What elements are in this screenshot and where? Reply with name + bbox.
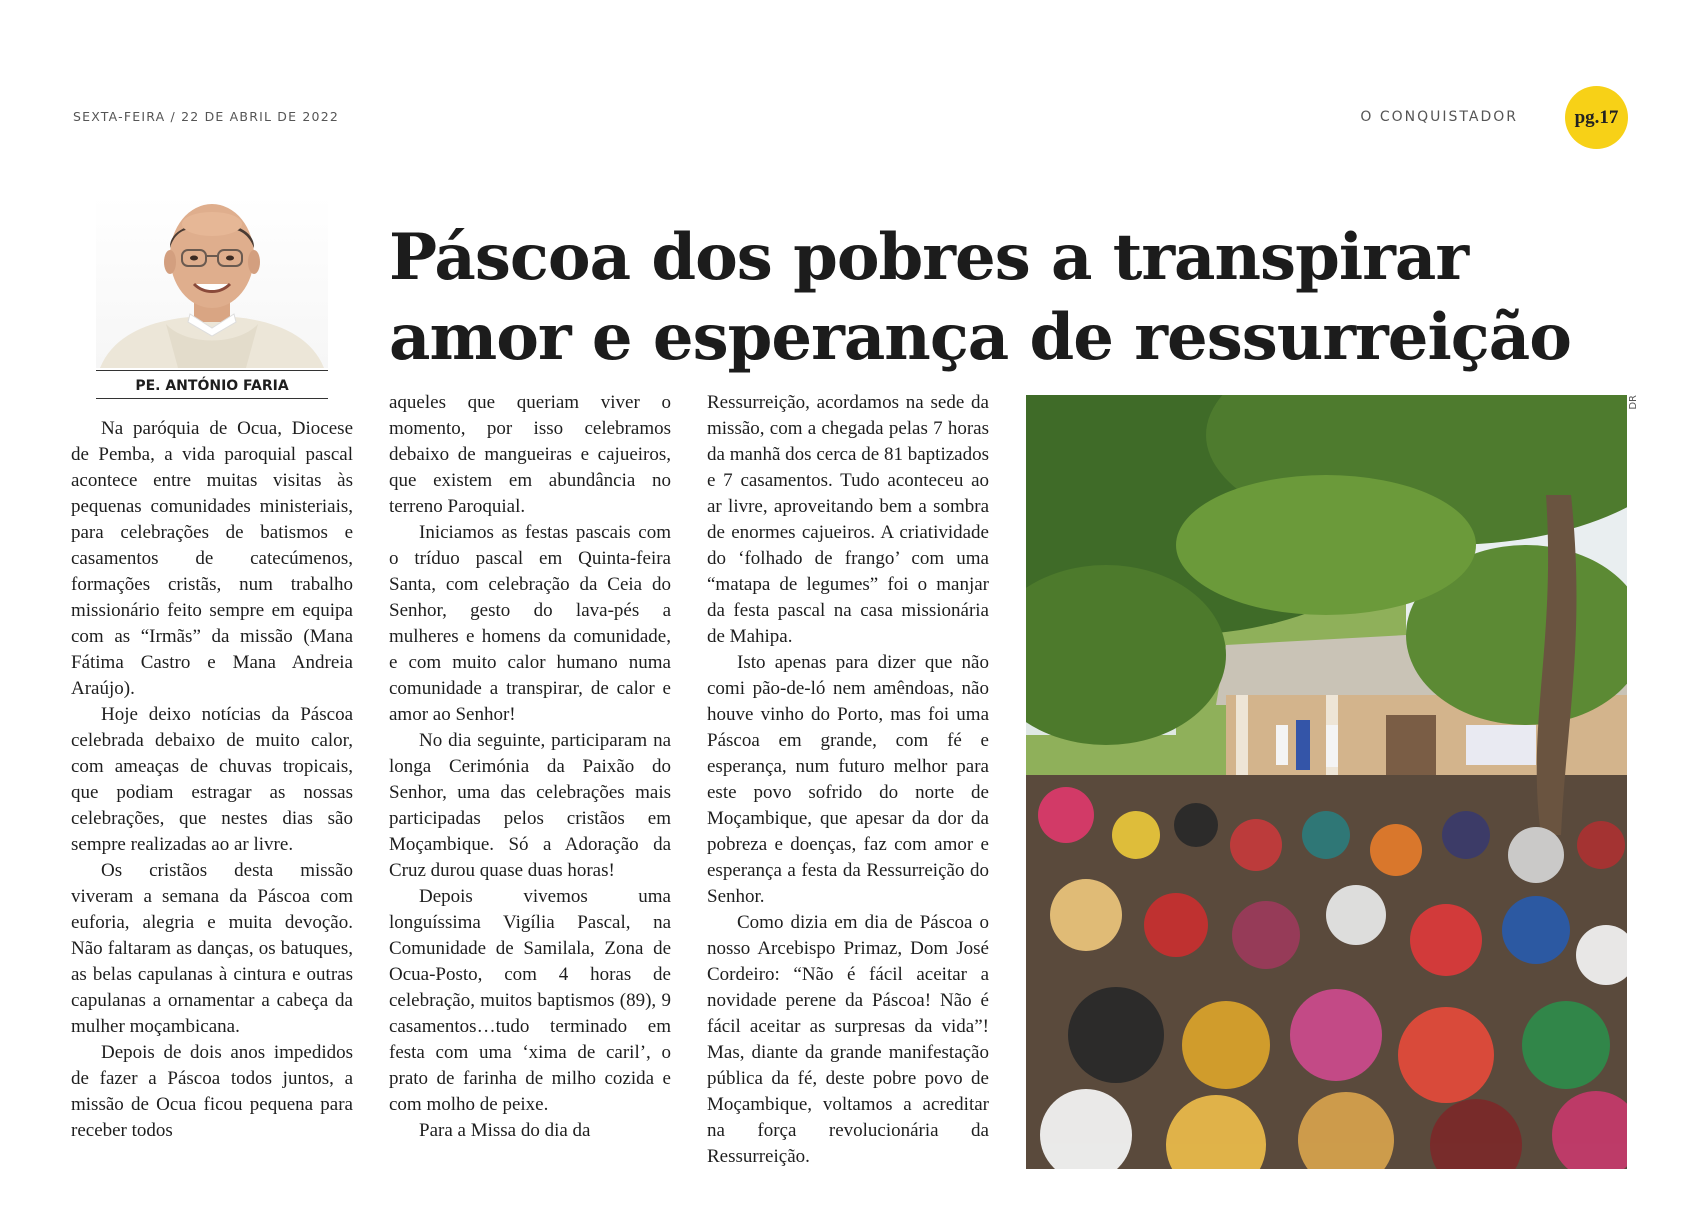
article-paragraph: Para a Missa do dia da bbox=[419, 1120, 591, 1141]
page-number: pg.17 bbox=[1574, 106, 1619, 128]
article-paragraph: Como dizia em dia de Páscoa o nosso Arcebispo Primaz, Dom José Cordeiro: “Não é fácil aceitar a novidade perene da Páscoa! Não é fácil aceitar as surpresas da vida”! Mas, diante da grande manifestação pública da fé, deste pobre povo de Moçambique, voltamos a acreditar na força revolucionária da Ressurreição. bbox=[707, 912, 989, 1167]
article-paragraph: Depois vivemos uma longuíssima Vigília Pascal, na Comunidade de Samilala, Zona de Ocua-Posto, com 4 horas de celebração, muitos baptismos (89), 9 casamentos…tudo terminado em festa com uma ‘xima de caril’, o prato de farinha de milho cozida e com molho de peixe. bbox=[389, 886, 671, 1115]
article-paragraph: Iniciamos as festas pascais com o tríduo pascal em Quinta-feira Santa, com celebração da Ceia do Senhor, gesto do lava-pés a mulheres e homens da comunidade, e com muito calor humano numa comunidade a transpirar, de calor e amor ao Senhor! bbox=[389, 522, 671, 725]
author-portrait bbox=[96, 196, 328, 368]
author-name: PE. ANTÓNIO FARIA bbox=[135, 378, 289, 394]
article-column-3 bbox=[707, 390, 989, 1180]
article-column-1 bbox=[71, 416, 353, 1206]
dateline: SEXTA-FEIRA / 22 DE ABRIL DE 2022 bbox=[73, 109, 340, 124]
photo-credit: DR bbox=[1628, 395, 1639, 410]
article-photo bbox=[1026, 395, 1627, 1169]
article-paragraph: Isto apenas para dizer que não comi pão-de-ló nem amêndoas, não houve vinho do Porto, mas foi uma Páscoa em grande, com fé e esperança, num futuro melhor para este povo sofrido do norte de Moçambique, que apesar da dor da pobreza e doenças, faz com amor e esperança a festa da Ressurreição do Senhor. bbox=[707, 652, 989, 907]
article-paragraph: Ressurreição, acordamos na sede da missão, com a chegada pelas 7 horas da manhã dos cerca de 81 baptizados e 7 casamentos. Tudo aconteceu ao ar livre, aproveitando bem a sombra de enormes cajueiros. A criatividade do ‘folhado de frango’ com uma “matapa de legumes” foi o manjar da festa pascal na casa missionária de Mahipa. bbox=[707, 392, 989, 647]
headline: Páscoa dos pobres a transpirar amor e esperança de ressurreição bbox=[389, 220, 1571, 375]
author-rule-bottom bbox=[96, 398, 328, 399]
article-paragraph: Hoje deixo notícias da Páscoa celebrada debaixo de muito calor, com ameaças de chuvas tropicais, que podiam estragar as nossas celebrações, que nestes dias são sempre realizadas ao ar livre. bbox=[71, 704, 353, 855]
article-paragraph: Na paróquia de Ocua, Diocese de Pemba, a vida paroquial pascal acontece entre muitas visitas às pequenas comunidades ministeriais, para celebrações de batismos e casamentos de catecúmenos, formações cristãs, num trabalho missionário feito sempre em equipa com as “Irmãs” da missão (Mana Fátima Castro e Mana Andreia Araújo). bbox=[71, 418, 353, 699]
article-paragraph: Depois de dois anos impedidos de fazer a Páscoa todos juntos, a missão de Ocua ficou pequena para receber todos bbox=[71, 1042, 353, 1141]
article-paragraph: Os cristãos desta missão viveram a semana da Páscoa com euforia, alegria e muita devoção. Não faltaram as danças, os batuques, as belas capulanas à cintura e outras capulanas a ornamentar a cabeça da mulher moçambicana. bbox=[71, 860, 353, 1037]
publication-name: O CONQUISTADOR bbox=[1360, 109, 1518, 125]
article-paragraph: aqueles que queriam viver o momento, por isso celebramos debaixo de mangueiras e cajueiros, que existem em abundância no terreno Paroquial. bbox=[389, 392, 671, 517]
article-column-2 bbox=[389, 390, 671, 1180]
page-number-badge bbox=[1565, 86, 1628, 149]
article-paragraph: No dia seguinte, participaram na longa Cerimónia da Paixão do Senhor, uma das celebrações mais participadas pelos cristãos em Moçambique. Só a Adoração da Cruz durou quase duas horas! bbox=[389, 730, 671, 881]
author-rule-top bbox=[96, 370, 328, 371]
